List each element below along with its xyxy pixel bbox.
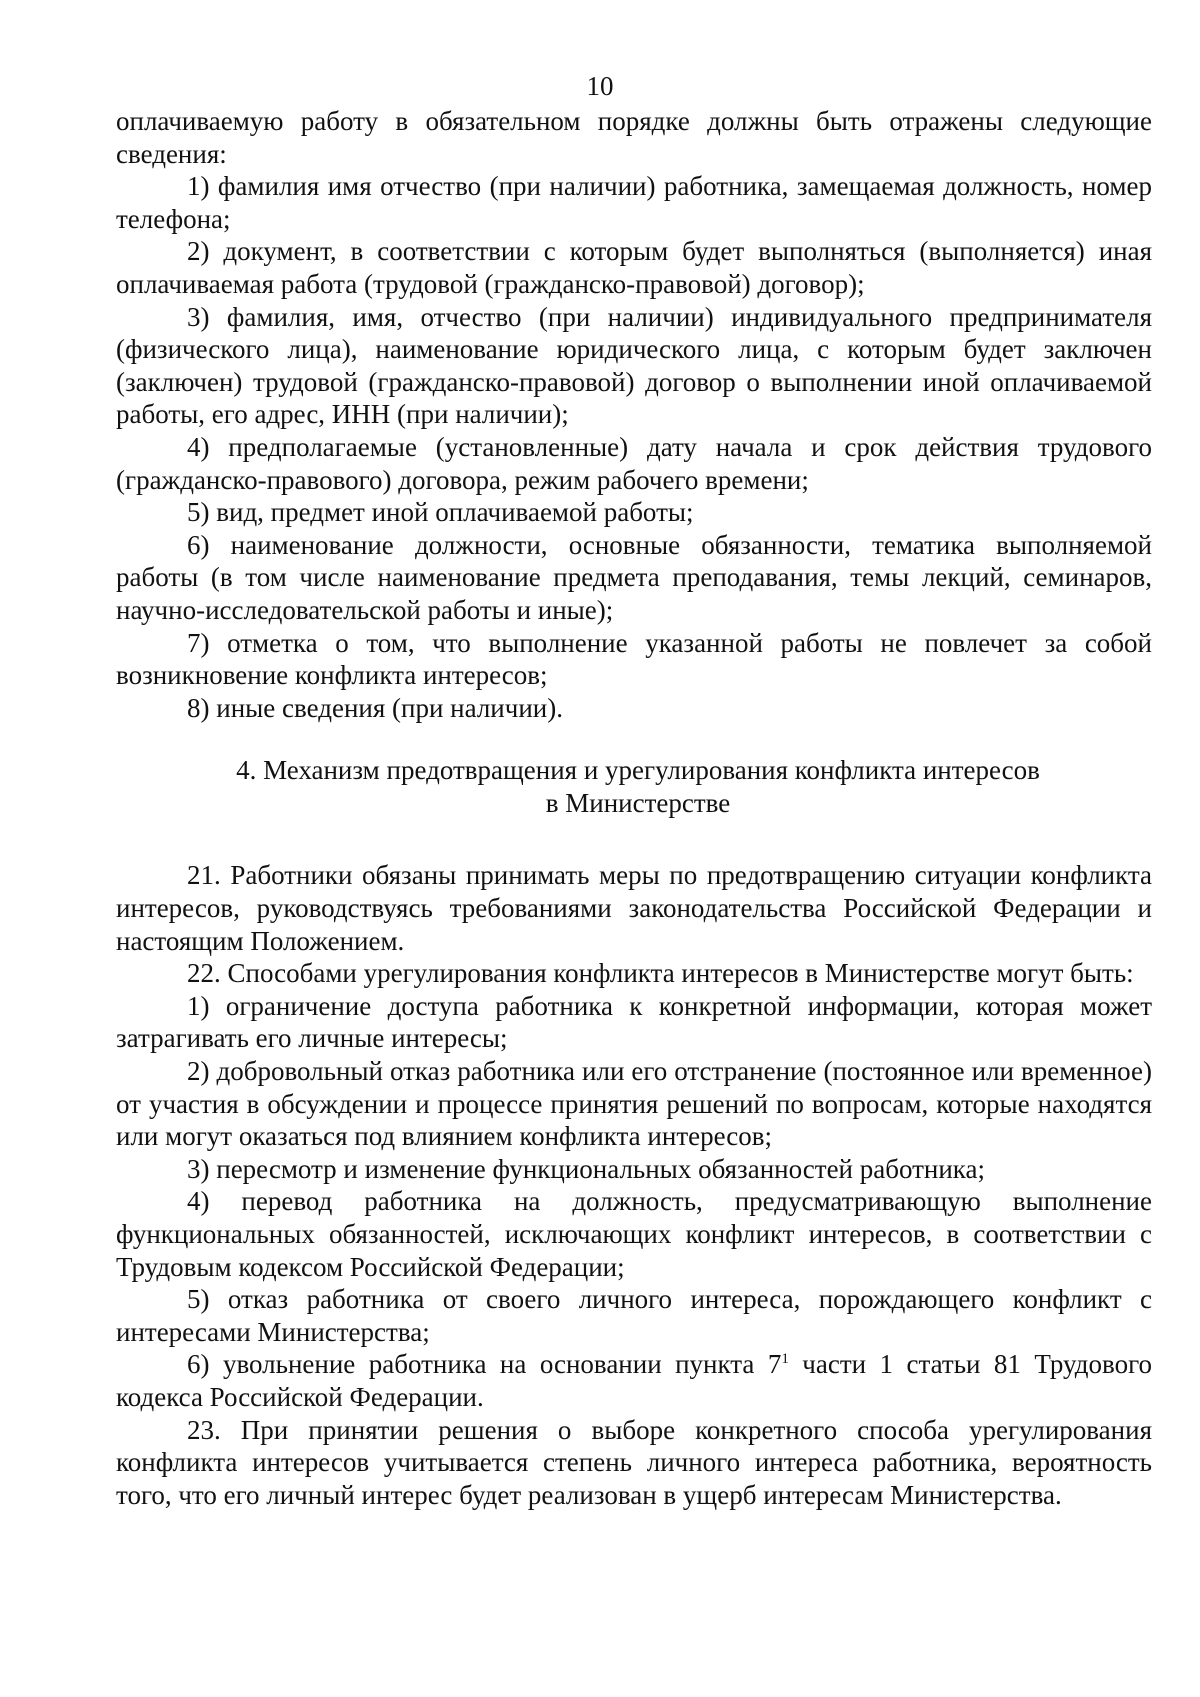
clause-23: 23. При принятии решения о выборе конкретного способа урегулирования конфликта интересов учитывается степень личного интереса работника, вероятность того, что его личный интерес будет реализован в ущерб интересам Министерства. [116,1414,1152,1510]
info-item-1: 1) фамилия имя отчество (при наличии) работника, замещаемая должность, номер телефона; [116,171,1152,234]
method-6-text-before: 6) увольнение работника на основании пункта 7 [187,1349,782,1380]
method-item-2: 2) добровольный отказ работника или его отстранение (постоянное или временное) от участия в обсуждении и процессе принятия решений по вопросам, которые находятся или могут оказаться под влиянием конфликта интересов; [116,1056,1152,1152]
method-6-text-after: части 1 статьи 81 Трудового кодекса Российской Федерации. [116,1349,1152,1412]
page-number: 10 [586,71,614,101]
method-6-superscript: 1 [781,1351,789,1368]
clause-21: 21. Работники обязаны принимать меры по предотвращению ситуации конфликта интересов, руководствуясь требованиями законодательства Российской Федерации и настоящим Положением. [116,860,1152,956]
method-item-3: 3) пересмотр и изменение функциональных обязанностей работника; [187,1153,986,1184]
info-item-7: 7) отметка о том, что выполнение указанной работы не повлечет за собой возникновение конфликта интересов; [116,627,1152,691]
info-item-5: 5) вид, предмет иной оплачиваемой работы; [187,497,694,528]
section-title-line-2: в Министерстве [545,787,731,818]
info-item-3: 3) фамилия, имя, отчество (при наличии) индивидуального предпринимателя (физического лица), наименование юридического лица, с которым будет заключен (заключен) трудовой (гражданско-правовой) договор о выполнении иной оплачиваемой работы, его адрес, ИНН (при наличии); [116,301,1152,430]
info-item-6: 6) наименование должности, основные обязанности, тематика выполняемой работы (в том числе наименование предмета преподавания, темы лекций, семинаров, научно-исследовательской работы и иные); [116,529,1152,625]
method-item-5: 5) отказ работника от своего личного интереса, порождающего конфликт с интересами Министерства; [116,1284,1152,1347]
method-item-6 [116,1348,1152,1413]
section-heading [116,754,1152,819]
info-item-2: 2) документ, в соответствии с которым будет выполняться (выполняется) иная оплачиваемая работа (трудовой (гражданско-правовой) договор); [116,236,1152,299]
method-item-4: 4) перевод работника на должность, предусматривающую выполнение функциональных обязанностей, исключающих конфликт интересов, в соответствии с Трудовым кодексом Российской Федерации; [116,1186,1152,1282]
info-item-4: 4) предполагаемые (установленные) дату начала и срок действия трудового (гражданско-правового) договора, режим рабочего времени; [116,431,1152,495]
clause-22: 22. Способами урегулирования конфликта интересов в Министерстве могут быть: [187,958,1134,989]
section-title-line-1: 4. Механизм предотвращения и урегулирования конфликта интересов [236,755,1040,786]
intro-continued-paragraph: оплачиваемую работу в обязательном порядке должны быть отражены следующие сведения: [116,106,1152,169]
method-item-1: 1) ограничение доступа работника к конкретной информации, которая может затрагивать его личные интересы; [116,990,1152,1054]
document-body [116,105,1152,1511]
info-item-8: 8) иные сведения (при наличии). [187,692,563,723]
